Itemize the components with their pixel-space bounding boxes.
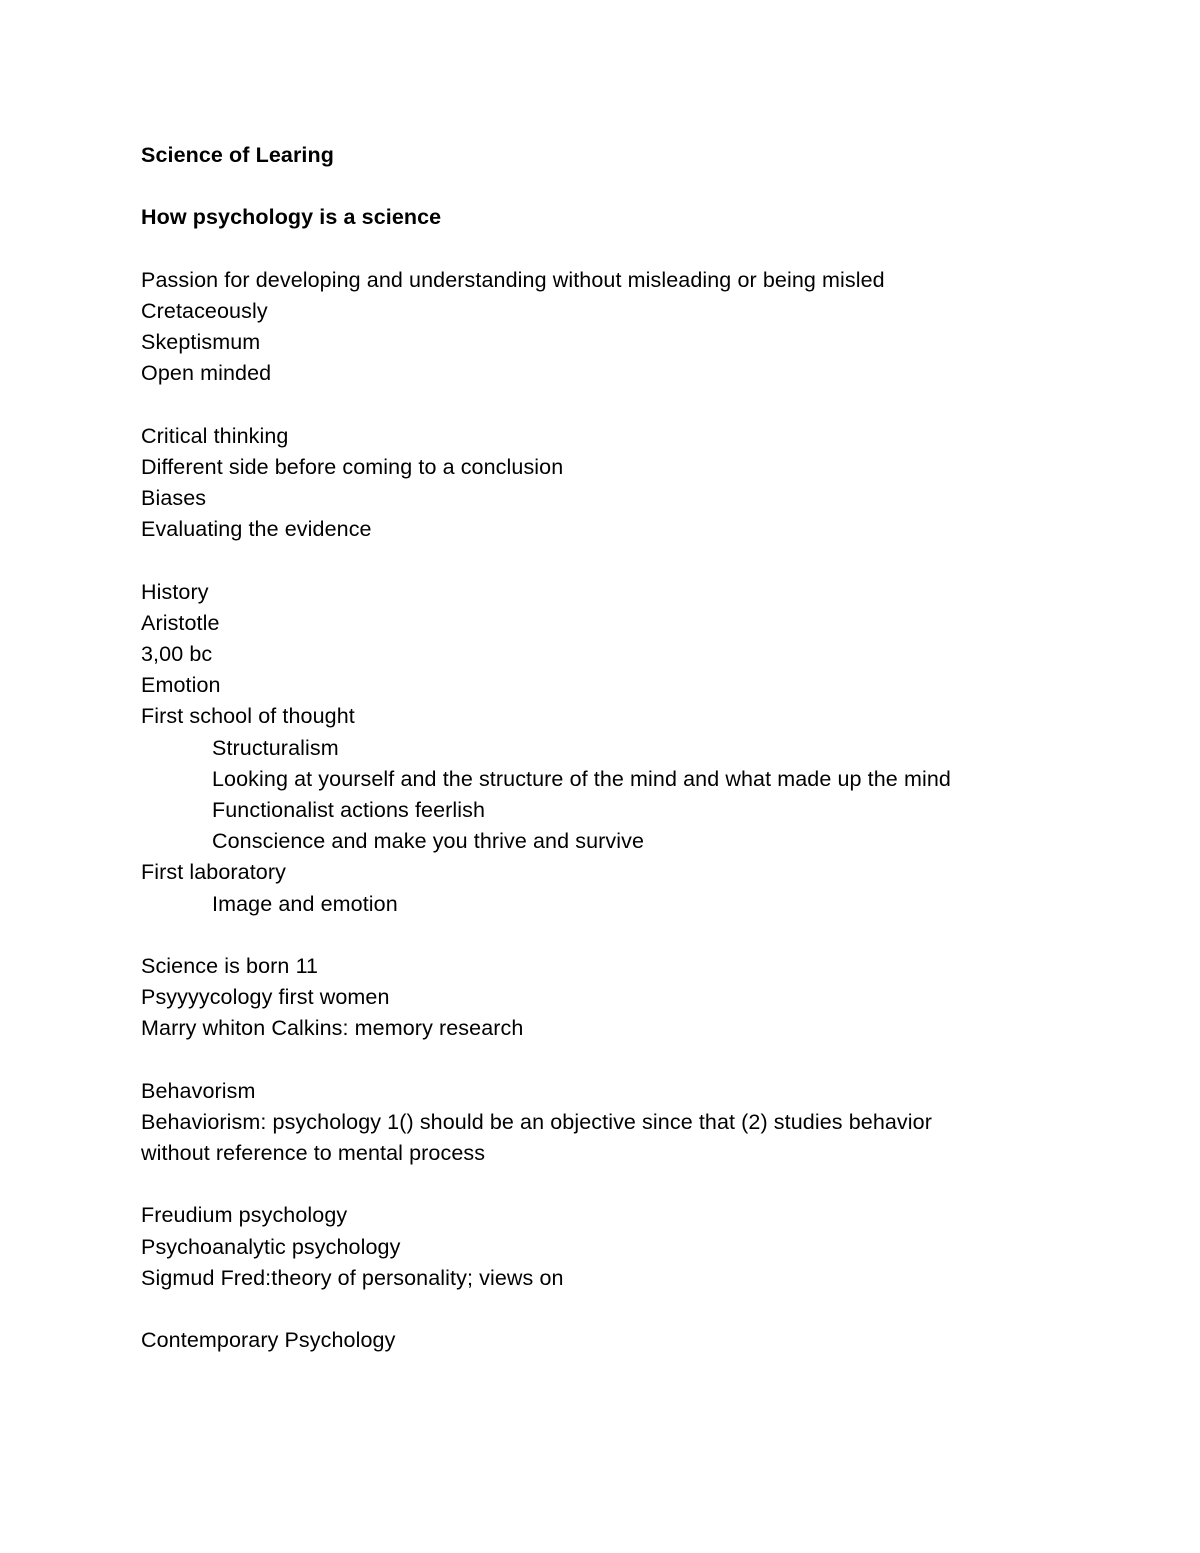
text-line: Contemporary Psychology — [141, 1328, 396, 1353]
text-line: Behavorism — [141, 1078, 256, 1103]
text-line: Marry whiton Calkins: memory research — [141, 1016, 524, 1041]
spacer — [141, 1294, 1041, 1325]
text-line: Biases — [141, 486, 207, 511]
text-line: Open minded — [141, 361, 272, 386]
text-line: Cretaceously — [141, 298, 268, 323]
text-line: Passion for developing and understanding without misleading or being misled — [141, 267, 885, 292]
spacer — [141, 545, 1041, 576]
document-title: Science of Learing — [141, 143, 334, 167]
text-line: without reference to mental process — [141, 1141, 486, 1165]
indented-line: Functionalist actions feerlish — [212, 797, 486, 822]
text-line: 3,00 bc — [141, 642, 213, 666]
spacer — [141, 171, 1041, 202]
text-line: Evaluating the evidence — [141, 517, 372, 542]
text-line: Freudium psychology — [141, 1203, 348, 1228]
indented-line: Structuralism — [212, 735, 339, 760]
text-line: Skeptismum — [141, 330, 261, 355]
text-line: First school of thought — [141, 704, 355, 729]
text-line: Different side before coming to a conclusion — [141, 454, 564, 479]
indented-line: Image and emotion — [212, 891, 398, 916]
spacer — [141, 234, 1041, 265]
spacer — [141, 390, 1041, 421]
text-line: Critical thinking — [141, 423, 289, 448]
text-line: First laboratory — [141, 860, 286, 885]
text-line: History — [141, 579, 209, 604]
text-line: Behaviorism: psychology 1() should be an objective since that (2) studies behavior — [141, 1109, 932, 1134]
text-line: Sigmud Fred:theory of personality; views on — [141, 1265, 564, 1290]
indented-line: Conscience and make you thrive and survive — [212, 829, 645, 854]
text-line: Psychoanalytic psychology — [141, 1234, 401, 1259]
text-line: Psyyyycology first women — [141, 985, 390, 1010]
indented-line: Looking at yourself and the structure of the mind and what made up the mind — [212, 766, 951, 791]
section-heading: How psychology is a science — [141, 205, 442, 230]
text-line: Emotion — [141, 673, 221, 698]
text-line: Aristotle — [141, 610, 220, 635]
spacer — [141, 1044, 1041, 1075]
spacer — [141, 920, 1041, 951]
document-body — [141, 140, 1041, 1356]
text-line: Science is born 11 — [141, 953, 319, 978]
spacer — [141, 1169, 1041, 1200]
